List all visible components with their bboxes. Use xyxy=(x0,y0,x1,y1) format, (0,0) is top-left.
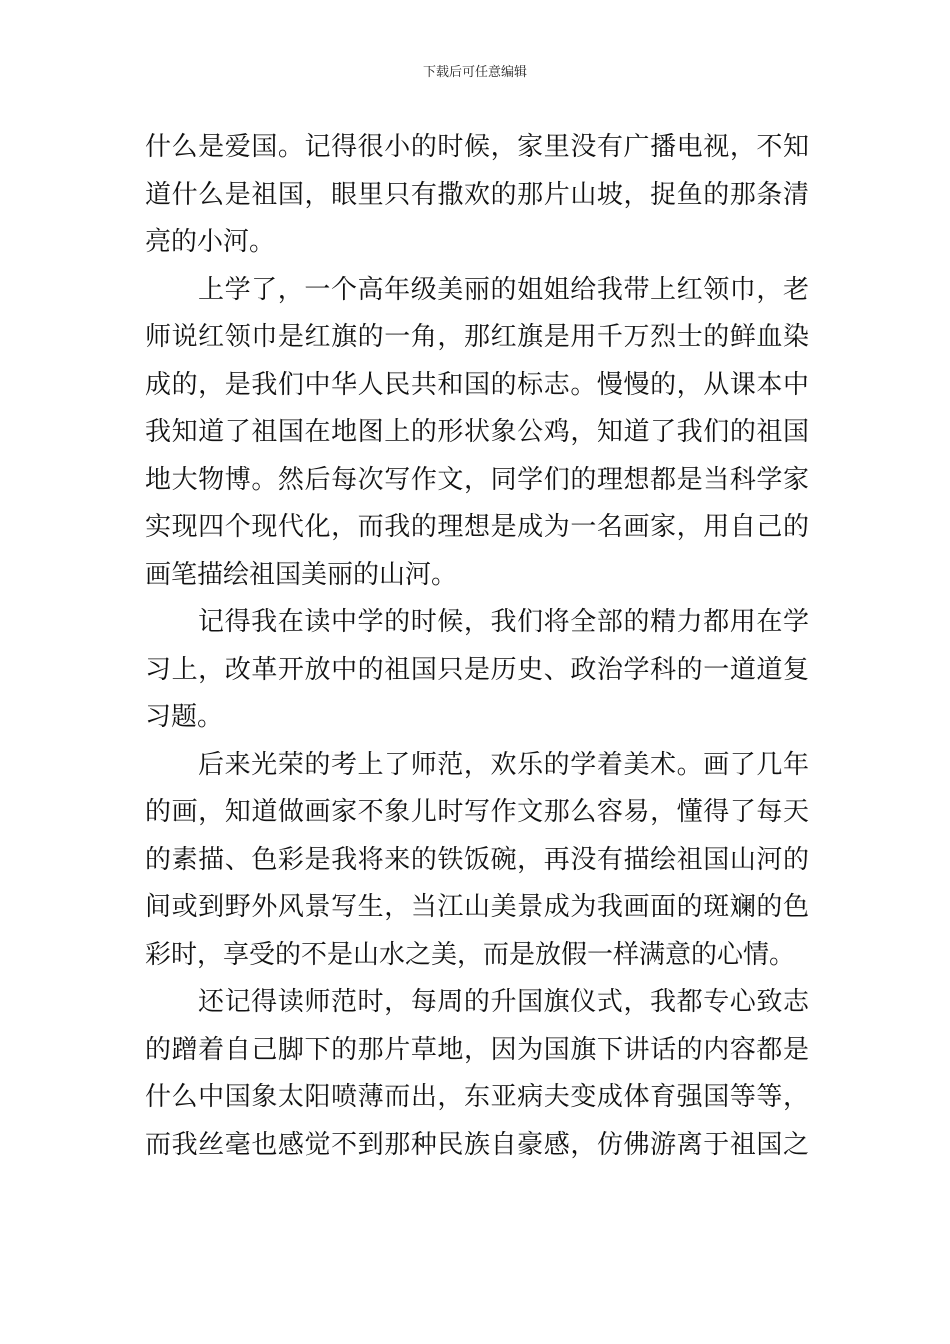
text-line: 地大物博。然后每次写作文，同学们的理想都是当科学家 xyxy=(145,464,809,495)
text-line: 什么中国象太阳喷薄而出，东亚病夫变成体育强国等等， xyxy=(145,1082,809,1112)
text-line: 的画，知道做画家不象儿时写作文那么容易，懂得了每天 xyxy=(145,797,809,827)
text-line: 我知道了祖国在地图上的形状象公鸡，知道了我们的祖国 xyxy=(145,417,809,447)
text-line: 道什么是祖国，眼里只有撒欢的那片山坡，捉鱼的那条清 xyxy=(145,179,809,210)
text-line: 上学了，一个高年级美丽的姐姐给我带上红领巾，老 xyxy=(198,274,809,305)
text-line: 的蹭着自己脚下的那片草地，因为国旗下讲话的内容都是 xyxy=(145,1034,809,1065)
text-line: 画笔描绘祖国美丽的山河。 xyxy=(145,559,458,590)
text-line: 实现四个现代化，而我的理想是成为一名画家，用自己的 xyxy=(145,512,809,542)
text-line: 习题。 xyxy=(145,702,224,732)
text-line: 什么是爱国。记得很小的时候，家里没有广播电视，不知 xyxy=(145,132,809,162)
text-line: 师说红领巾是红旗的一角，那红旗是用千万烈士的鲜血染 xyxy=(145,322,809,352)
text-line: 还记得读师范时，每周的升国旗仪式，我都专心致志 xyxy=(198,987,809,1017)
text-line: 亮的小河。 xyxy=(145,227,276,257)
text-line: 而我丝毫也感觉不到那种民族自豪感，仿佛游离于祖国之 xyxy=(145,1129,809,1160)
text-line: 间或到野外风景写生，当江山美景成为我画面的斑斓的色 xyxy=(145,892,809,922)
text-line: 记得我在读中学的时候，我们将全部的精力都用在学 xyxy=(198,607,809,637)
page-header: 下载后可任意编辑 xyxy=(422,65,527,80)
document-body xyxy=(145,130,809,1175)
text-line: 的素描、色彩是我将来的铁饭碗，再没有描绘祖国山河的 xyxy=(145,844,809,875)
text-line: 彩时，享受的不是山水之美，而是放假一样满意的心情。 xyxy=(145,939,796,970)
text-line: 习上，改革开放中的祖国只是历史、政治学科的一道道复 xyxy=(145,654,809,685)
text-line: 后来光荣的考上了师范，欢乐的学着美术。画了几年 xyxy=(198,749,809,780)
text-line: 成的，是我们中华人民共和国的标志。慢慢的，从课本中 xyxy=(145,369,809,400)
